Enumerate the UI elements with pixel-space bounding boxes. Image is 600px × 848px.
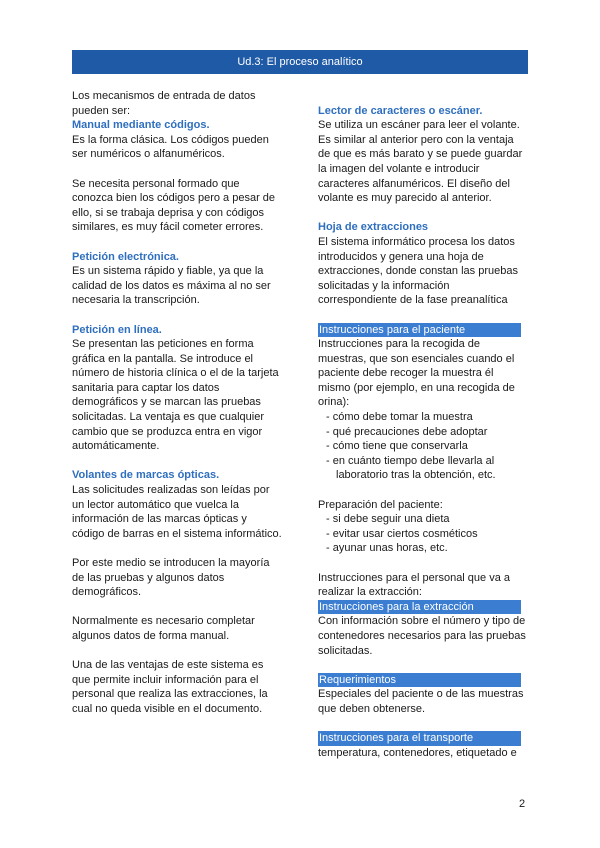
volantes-paragraph-3: Normalmente es necesario completar algunos datos de forma manual.	[72, 615, 255, 642]
list-item: - cómo debe tomar la muestra	[326, 411, 473, 424]
page-header-title: Ud.3: El proceso analítico	[237, 56, 363, 68]
requerimientos-paragraph: Especiales del paciente o de las muestras que deben obtenerse.	[318, 688, 524, 715]
linea-heading: Petición en línea.	[72, 323, 162, 336]
hoja-paragraph: El sistema informático procesa los datos introducidos y genera una hoja de extracciones, donde constan las pruebas solicitadas y la información correspondiente de la fase preanalítica	[318, 235, 518, 307]
volantes-paragraph-4: Una de las ventajas de este sistema es que permite incluir información para el personal que realiza las extracciones, la cual no queda visible en el documento.	[72, 659, 268, 715]
personal-intro: Instrucciones para el personal que va a realizar la extracción:	[318, 571, 511, 599]
electronica-paragraph: Es un sistema rápido y fiable, ya que la calidad de los datos es máxima al no ser necesaria la transcripción.	[72, 265, 271, 307]
linea-paragraph: Se presentan las peticiones en forma gráfica en la pantalla. Se introduce el número de historia clínica o el de la tarjeta sanitaria para captar los datos demográficos y se marcan las pruebas solicitadas. La ventaja es que cualquier cambio que se produzca entra en vigor automáticamente.	[72, 338, 279, 453]
list-item: - si debe seguir una dieta	[326, 513, 450, 526]
preparacion-list	[318, 512, 528, 556]
paciente-band-heading: Instrucciones para el paciente	[318, 323, 521, 338]
left-column	[72, 89, 282, 717]
requerimientos-band-heading: Requerimientos	[318, 673, 521, 688]
manual-paragraph-2: Se necesita personal formado que conozca bien los códigos pero a pesar de ello, si se trabaja deprisa y con códigos similares, es muy fácil cometer errores.	[72, 177, 276, 234]
paciente-list	[318, 410, 528, 483]
extraccion-band-heading: Instrucciones para la extracción	[318, 600, 521, 615]
preparacion-title: Preparación del paciente:	[318, 498, 443, 511]
volantes-paragraph-2: Por este medio se introducen la mayoría de las pruebas y algunos datos demográficos.	[72, 557, 270, 599]
intro-text: Los mecanismos de entrada de datos pueden ser:	[72, 90, 256, 117]
lector-heading: Lector de caracteres o escáner.	[318, 104, 483, 117]
transporte-paragraph: temperatura, contenedores, etiquetado e	[318, 746, 517, 759]
transporte-band-heading: Instrucciones para el transporte	[318, 731, 521, 746]
list-item: - evitar usar ciertos cosméticos	[326, 527, 478, 540]
volantes-heading: Volantes de marcas ópticas.	[72, 469, 220, 482]
page-header-banner	[72, 50, 528, 74]
list-item: - en cuánto tiempo debe llevarla al laboratorio tras la obtención, etc.	[326, 454, 496, 482]
volantes-paragraph-1: Las solicitudes realizadas son leídas por un lector automático que vuelca la información de las marcas ópticas y código de barras en el sistema informático.	[72, 484, 282, 540]
right-column	[318, 89, 528, 760]
hoja-heading: Hoja de extracciones	[318, 221, 429, 234]
list-item: - cómo tiene que conservarla	[326, 440, 468, 453]
page-number: 2	[519, 798, 526, 810]
electronica-heading: Petición electrónica.	[72, 250, 179, 263]
extraccion-paragraph: Con información sobre el número y tipo de contenedores necesarios para las pruebas solicitadas.	[318, 615, 526, 657]
list-item: - ayunar unas horas, etc.	[326, 542, 448, 555]
manual-heading: Manual mediante códigos.	[72, 119, 210, 132]
lector-paragraph: Se utiliza un escáner para leer el volante. Es similar al anterior pero con la ventaja de que es más barato y se puede guardar la imagen del volante e introducir caracteres alfanuméricos. El diseño del volante es muy parecido al anterior.	[318, 119, 523, 205]
list-item: - qué precauciones debe adoptar	[326, 425, 488, 438]
manual-paragraph-1: Es la forma clásica. Los códigos pueden ser numéricos o alfanuméricos.	[72, 133, 269, 161]
paciente-paragraph: Instrucciones para la recogida de muestras, que son esenciales cuando el paciente debe recoger la muestra él mismo (por ejemplo, en una recogida de orina):	[318, 338, 515, 409]
